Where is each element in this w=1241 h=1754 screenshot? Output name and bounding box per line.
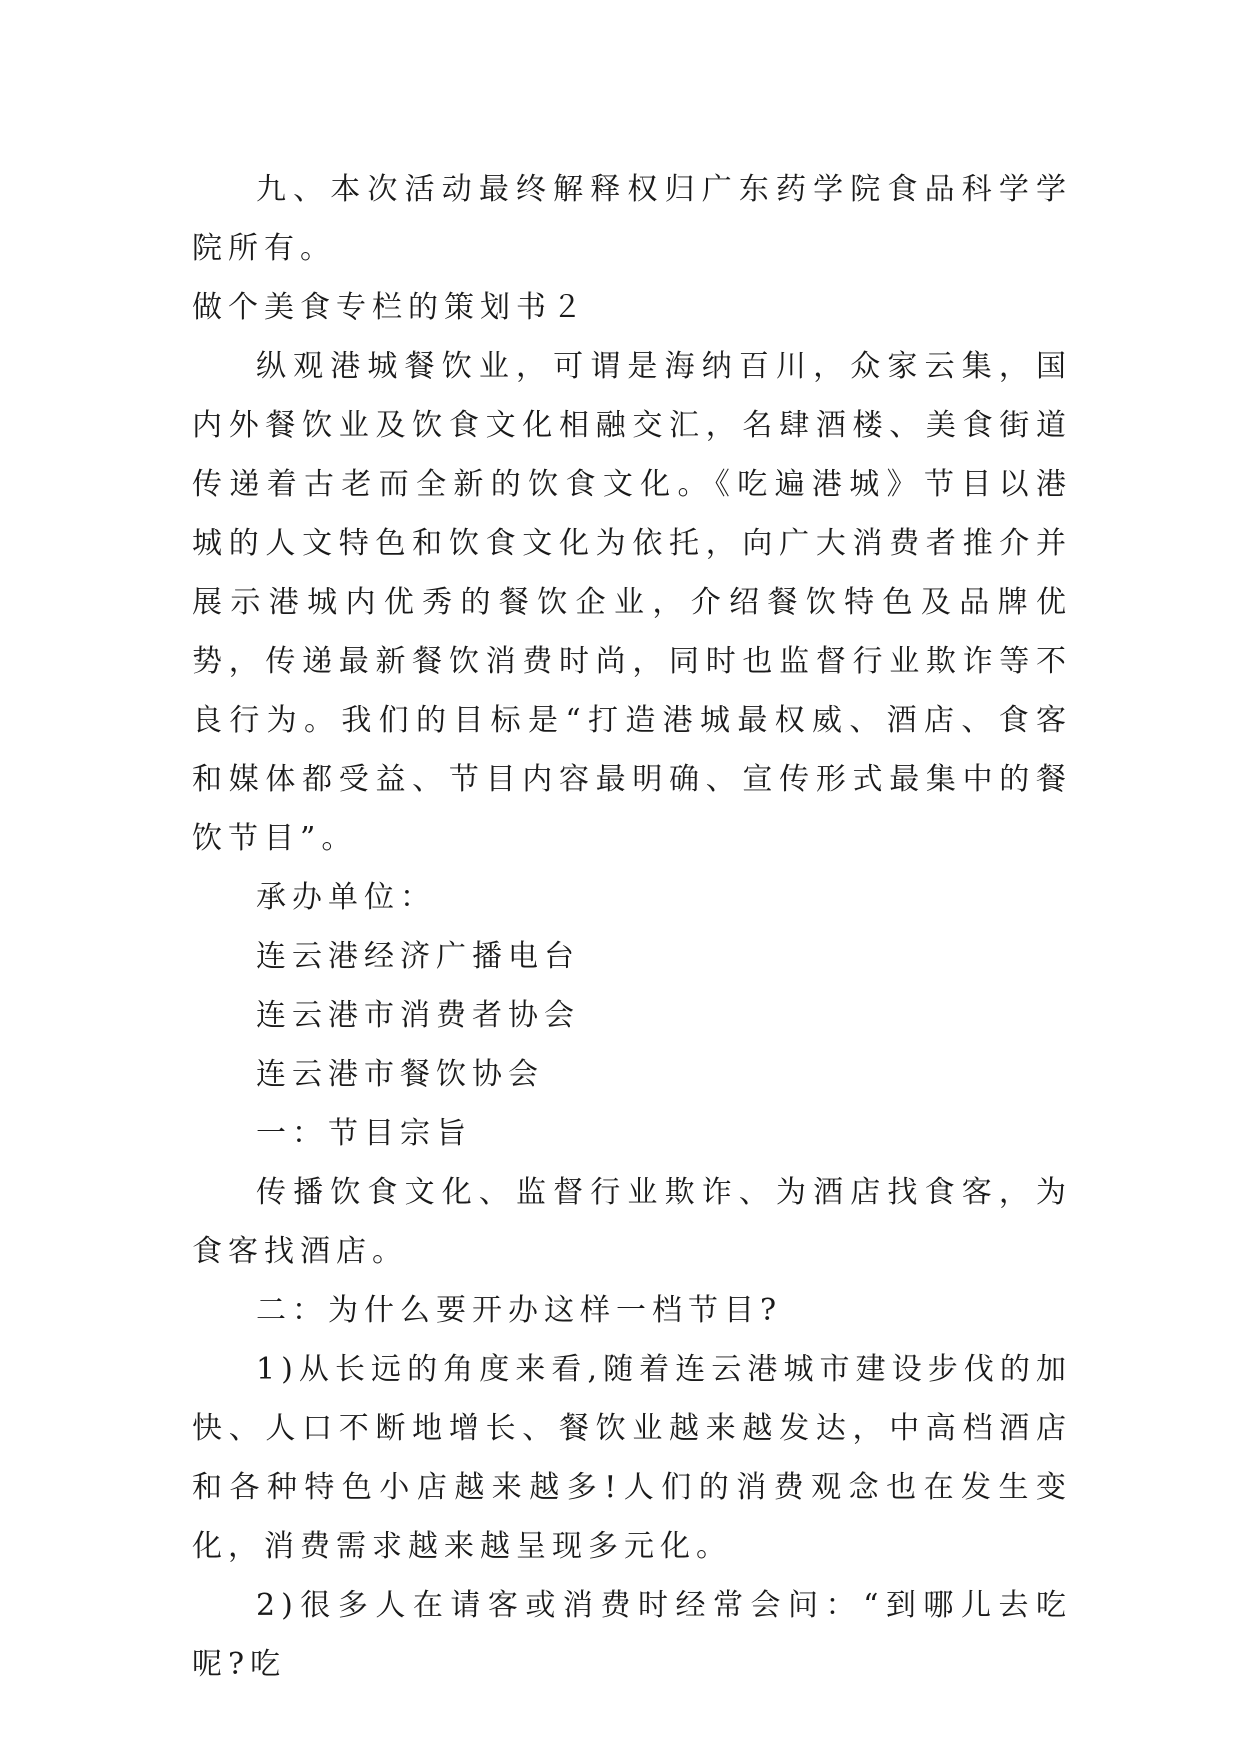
document-body [192, 160, 1072, 1694]
organizer-radio: 连云港经济广播电台 [256, 939, 580, 974]
organizer-catering-association: 连云港市餐饮协会 [256, 1057, 544, 1092]
subheading-purpose: 一：节目宗旨 [256, 1116, 472, 1151]
organizer-label: 承办单位： [256, 880, 436, 915]
paragraph-purpose: 传播饮食文化、监督行业欺诈、为酒店找食客，为食客找酒店。 [192, 1175, 1072, 1269]
subheading-why: 二：为什么要开办这样一档节目? [256, 1293, 783, 1328]
paragraph-reason-1: 1)从长远的角度来看,随着连云港城市建设步伐的加快、人口不断地增长、餐饮业越来越发达，中高档酒店和各种特色小店越来越多!人们的消费观念也在发生变化，消费需求越来越呈现多元化。 [192, 1352, 1072, 1564]
organizer-consumer-association: 连云港市消费者协会 [256, 998, 580, 1033]
paragraph-intro: 纵观港城餐饮业，可谓是海纳百川，众家云集，国内外餐饮业及饮食文化相融交汇，名肆酒楼、美食街道传递着古老而全新的饮食文化。《吃遍港城》节目以港城的人文特色和饮食文化为依托，向广大消费者推介并展示港城内优秀的餐饮企业，介绍餐饮特色及品牌优势，传递最新餐饮消费时尚，同时也监督行业欺诈等不良行为。我们的目标是“打造港城最权威、酒店、食客和媒体都受益、节目内容最明确、宣传形式最集中的餐饮节目”。 [192, 349, 1072, 856]
paragraph-clause-nine: 九、本次活动最终解释权归广东药学院食品科学学院所有。 [192, 172, 1072, 266]
section-title: 做个美食专栏的策划书２ [192, 290, 588, 325]
paragraph-reason-2: 2)很多人在请客或消费时经常会问：“到哪儿去吃呢?吃 [192, 1588, 1072, 1682]
